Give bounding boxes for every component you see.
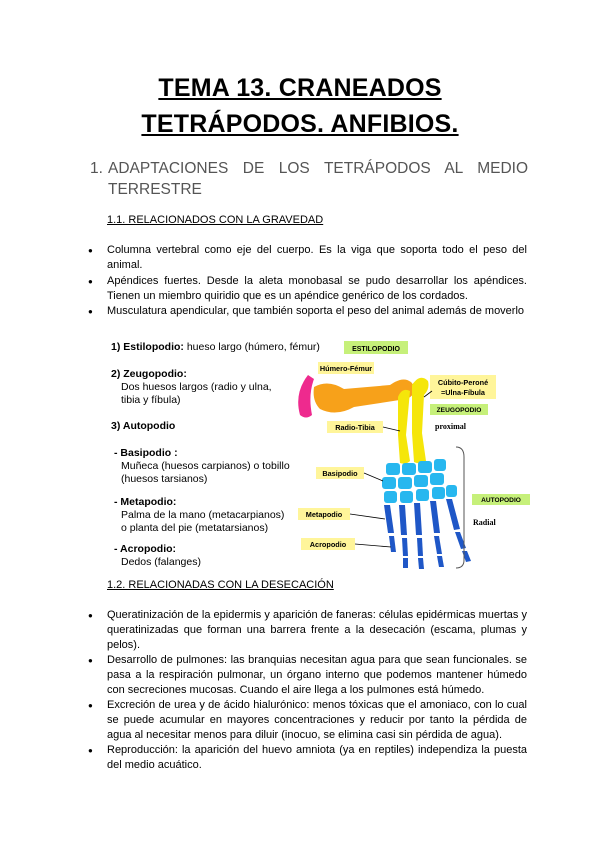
fig-basipodio-desc2: (huesos tarsianos) [121,473,208,485]
section-title-line2: TERRESTRE [108,181,202,198]
fig-basipodio-heading: - Basipodio : [114,447,178,459]
fig-metapodio-heading: - Metapodio: [114,496,177,508]
fig-metapodio-desc2: o planta del pie (metatarsianos) [121,522,269,534]
list-item: ● Excreción de urea y de ácido hialurónico: menos tóxicas que el amoniaco, con lo cual se puede acumular en mayores concentraciones y reducir por tanto la pérdida de agua al necesitar menos para diluir (inocuo, se elimina casi sin pérdida de agua). [107,698,527,743]
fig-metapodio-desc1: Palma de la mano (metacarpianos) [121,509,285,521]
autopodio-bracket [456,447,464,568]
label-radio: Radio-Tibia [335,423,375,432]
tag-zeugopodio-text: ZEUGOPODIO [436,407,482,414]
label-acropodio: Acropodio [309,540,347,549]
radius-bone [398,390,410,464]
label-basipodio: Basipodio [322,469,358,478]
list-item: ● Columna vertebral como eje del cuerpo. Es la viga que soporta todo el peso del animal. [107,243,527,273]
list-item: ● Musculatura apendicular, que también soporta el peso del animal además de moverlo [107,304,527,319]
fig-acropodio-heading: - Acropodio: [114,543,177,555]
metacarpal-bones [384,499,460,535]
label-cubito-line1: Cúbito-Peroné [437,378,489,387]
label-cubito-line2: =Ulna-Fíbula [441,388,485,397]
fig-zeugopodio-desc2: tibia y fíbula) [121,394,181,406]
fig-zeugopodio-heading: 2) Zeugopodio: [111,368,187,380]
tag-autopodio-text: AUTOPODIO [481,497,521,504]
label-proximal: proximal [435,422,466,431]
fig-basipodio-desc1: Muñeca (huesos carpianos) o tobillo [121,460,290,472]
label-radial: Radial [473,518,496,527]
label-metapodio: Metapodio [305,510,343,519]
list-item: ● Queratinización de la epidermis y aparición de faneras: células epidérmicas muertas y queratinizadas que forman una barrera frente a la desecación (escama, plumas y pelos). [107,608,527,653]
page-title-line2: TETRÁPODOS. ANFIBIOS. [141,110,459,138]
fig-zeugopodio-desc1: Dos huesos largos (radio y ulna, [121,381,272,393]
page-title-line1: TEMA 13. CRANEADOS [158,74,442,102]
carpal-bones [382,459,457,503]
fig-estilopodio-line: 1) Estilopodio: hueso largo (húmero, fémur) [111,341,320,353]
list-item: ● Apéndices fuertes. Desde la aleta monobasal se pudo desarrollar los apéndices. Tienen un miembro quiridio que es un apéndice genérico de los cordados. [107,274,527,304]
tag-estilopodio-text: ESTILOPODIO [352,346,400,353]
fig-autopodio-heading: 3) Autopodio [111,420,176,432]
subsection-heading-gravity: 1.1. RELACIONADOS CON LA GRAVEDAD [107,214,324,226]
list-item: ● Desarrollo de pulmones: las branquias necesitan agua para que sean funcionales. se pasa a la respiración pulmonar, un órgano interno que podemos mantener húmedo con secreciones mucosas. Cuando el aire llega a los pulmones está húmedo. [107,653,527,698]
fig-acropodio-desc: Dedos (falanges) [121,556,201,568]
section-title-line1: ADAPTACIONES DE LOS TETRÁPODOS AL MEDIO [108,160,528,177]
ulna-bone [412,378,429,463]
label-humero: Húmero-Fémur [319,364,373,373]
subsection-heading-desiccation: 1.2. RELACIONADAS CON LA DESECACIÓN [107,579,334,591]
phalanx-bones [389,532,471,569]
shoulder-bone [298,375,314,418]
limb-anatomy-figure [108,335,533,573]
list-item: ● Reproducción: la aparición del huevo amniota (ya en reptiles) independiza la puesta del medio acuático. [107,743,527,773]
section-number: 1. [90,160,103,177]
